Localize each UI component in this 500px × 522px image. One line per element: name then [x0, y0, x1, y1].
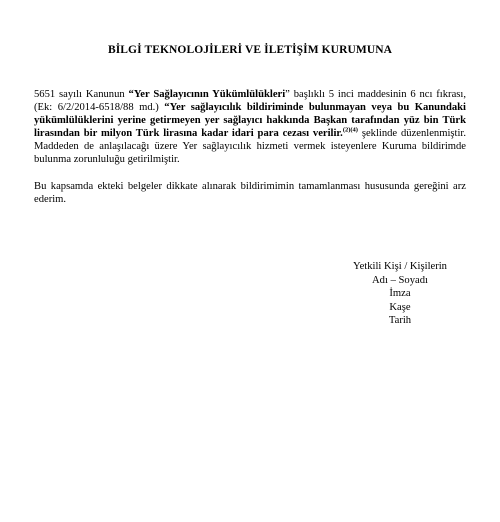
paragraph1-bold-title: “Yer Sağlayıcının Yükümlülükleri — [128, 89, 286, 100]
signature-authorized-persons: Yetkili Kişi / Kişilerin — [353, 261, 447, 272]
signature-date: Tarih — [388, 315, 412, 327]
signature-block — [330, 260, 470, 328]
paragraph-request: Bu kapsamda ekteki belgeler dikkate alınarak bildirimimin tamamlanması hususunda gereğini arz ederim. — [34, 181, 466, 206]
document-heading: BİLGİ TEKNOLOJİLERİ VE İLETİŞİM KURUMUNA — [107, 44, 393, 56]
signature-sign: İmza — [389, 288, 411, 300]
footnote-reference: (2)(4) — [342, 126, 358, 134]
signature-name-surname: Adı – Soyadı — [372, 274, 428, 286]
paragraph1-text-2: ” başlıklı 5 inci maddesinin 6 ncı fıkrası, (Ek: 6/2/2014-6518/88 md.) — [34, 89, 466, 114]
paragraph1-text-3: şeklinde düzenlenmiştir. Maddeden de anlaşılacağı üzere Yer sağlayıcılık hizmeti vermek isteyenlere Kuruma bildirimde bulunma zorunluluğu getirilmiştir. — [34, 128, 467, 166]
signature-stamp: Kaşe — [389, 301, 411, 313]
paragraph-law-reference — [34, 88, 466, 167]
paragraph1-bold-quote: “Yer sağlayıcılık bildiriminde bulunmayan veya bu Kanundaki yükümlülüklerini yerine getirmeyen yer sağlayıcı hakkında Başkan tarafından yüz bin Türk lirasından bir milyon Türk lirasına kadar idari para cezası verilir. — [34, 102, 466, 140]
paragraph1-text-1: 5651 sayılı Kanunun — [34, 89, 129, 100]
